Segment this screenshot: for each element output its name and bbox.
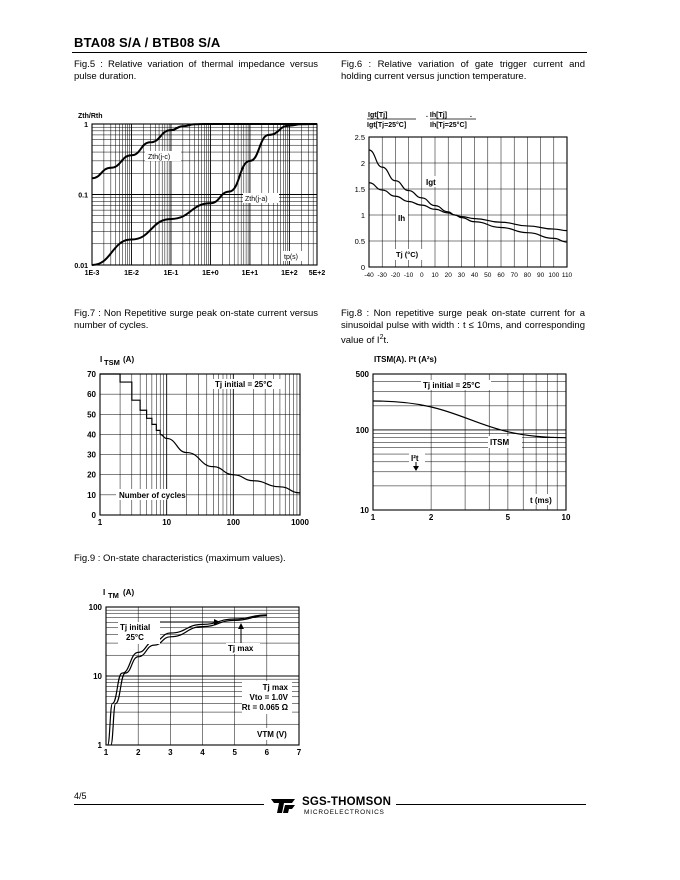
fig6-x-tick-label: -10	[403, 272, 414, 279]
fig5-x-tick-label: 1E-1	[163, 270, 179, 277]
fig9-x-tick-label: 2	[135, 748, 141, 757]
fig8-x-tick-label: 2	[428, 513, 434, 522]
fig6-x-tick-label: 20	[444, 272, 452, 279]
fig7-y-tick-label: 10	[87, 490, 96, 500]
fig6-caption: Fig.6 : Relative variation of gate trigger current and holding current versus junction temperature.	[341, 59, 585, 82]
fig7-y-axis-label-i: I	[100, 355, 103, 364]
fig9-annotation-rt: Rt = 0.065 Ω	[241, 703, 288, 712]
fig7-y-tick-label: 70	[87, 370, 96, 379]
fig9-x-axis-label: VTM (V)	[257, 730, 287, 739]
fig5-x-tick-label: 1E-3	[84, 270, 100, 277]
fig9-annotation-tj-initial: Tj initial	[120, 623, 151, 632]
brand-subtitle: MICROELECTRONICS	[304, 809, 385, 816]
fig8-series-label-i2t: I²t	[411, 454, 419, 463]
fig5-x-tick-label: 1E-2	[124, 270, 139, 277]
fig5-series-label-zth-jc: Zth(j-c)	[148, 154, 171, 161]
fig6-y-tick-label: 2	[360, 159, 365, 168]
fig8-x-tick-label: 5	[505, 513, 511, 522]
fig6-ylabel-dot: .	[470, 112, 472, 119]
fig6-y-tick-label: 1.5	[354, 185, 365, 194]
fig6-x-tick-label: 70	[510, 272, 518, 279]
fig6-x-tick-label: 50	[484, 272, 492, 279]
fig6-ylabel-ih-den: Ih[Tj=25°C]	[430, 122, 467, 129]
fig8-caption-superscript: 2	[379, 334, 384, 341]
fig6-x-tick-label: 10	[431, 272, 439, 279]
fig5-y-tick-label: 0.1	[78, 192, 88, 200]
fig7-y-tick-label: 40	[87, 430, 96, 440]
fig8-annotation: Tj initial = 25°C	[423, 381, 481, 390]
fig5-y-axis-label: Zth/Rth	[78, 113, 103, 120]
fig5-series-label-zth-ja: Zth(j-a)	[245, 196, 268, 203]
fig6-x-tick-label: 40	[470, 272, 479, 279]
fig5-caption: Fig.5 : Relative variation of thermal impedance versus pulse duration.	[74, 59, 318, 82]
fig7-y-tick-label: 50	[87, 410, 96, 420]
fig6-series-label-ih: Ih	[398, 214, 406, 223]
fig8-i2t-arrow-head	[413, 466, 419, 471]
fig6-ylabel-igt-num: Igt[Tj]	[368, 112, 388, 119]
fig6-ylabel-ih-num: . Ih[Tj]	[426, 112, 447, 119]
fig8-series-label-itsm: ITSM	[490, 438, 510, 447]
fig5-x-tick-label: 1E+0	[202, 270, 219, 277]
fig7-y-tick-label: 0	[91, 511, 96, 520]
fig6-x-axis-label: Tj (°C)	[396, 250, 419, 259]
fig9-annotation-vto: Vto = 1.0V	[249, 693, 288, 702]
fig9-y-tick-label: 10	[93, 672, 102, 681]
fig7-series-itsm-steps	[100, 374, 160, 434]
fig5-x-tick-label: 1E+2	[281, 270, 298, 277]
fig9-x-tick-label: 4	[200, 748, 205, 757]
fig6-x-tick-label: 110	[561, 272, 573, 279]
fig8-frame	[373, 374, 566, 510]
fig7-x-axis-label: Number of cycles	[119, 491, 186, 500]
fig8-y-axis-label: ITSM(A). I²t (A²s)	[374, 355, 437, 364]
fig9-annotation-tj-max-curve: Tj max	[228, 644, 254, 653]
fig9-x-tick-label: 5	[232, 748, 237, 757]
fig7-x-tick-label: 10	[162, 518, 172, 527]
fig9-annotation-tj-max: Tj max	[262, 683, 288, 692]
fig7-annotation: Tj initial = 25°C	[215, 380, 273, 389]
fig6-x-tick-label: 0	[419, 272, 424, 279]
fig5-y-tick-label: 1	[84, 122, 88, 129]
fig7-y-axis-label-unit: (A)	[123, 355, 135, 364]
fig7-x-tick-label: 100	[226, 518, 241, 527]
fig6-series-igt	[369, 150, 567, 242]
fig9-y-axis-label-i: I	[103, 588, 106, 597]
fig7-y-tick-label: 20	[87, 470, 96, 480]
fig6-x-tick-label: 80	[523, 272, 532, 279]
fig6-y-tick-label: 0	[360, 263, 365, 272]
fig9-y-tick-label: 1	[97, 741, 102, 750]
page-header-title: BTA08 S/A / BTB08 S/A	[74, 35, 221, 50]
fig9-x-tick-label: 6	[264, 748, 270, 757]
fig9-caption: Fig.9 : On-state characteristics (maximum values).	[74, 553, 286, 564]
fig9-x-tick-label: 3	[168, 748, 173, 757]
fig9-annotation-25c: 25°C	[126, 633, 144, 642]
footer-rule-left	[74, 804, 264, 805]
fig9-y-tick-label: 100	[88, 603, 102, 612]
fig6-ylabel-igt-den: Igt[Tj=25°C]	[367, 122, 407, 129]
fig8-x-tick-label: 10	[561, 513, 571, 522]
fig6-series-ih	[369, 183, 567, 231]
fig9-x-tick-label: 7	[296, 748, 302, 757]
fig6-x-tick-label: 100	[548, 272, 560, 279]
fig6-x-tick-label: 60	[497, 272, 505, 279]
fig8-x-axis-label: t (ms)	[530, 496, 552, 505]
fig7-y-tick-label: 30	[87, 450, 96, 460]
fig8-y-tick-label: 500	[355, 370, 369, 379]
fig8-caption-text: Fig.8 : Non repetitive surge peak on-state current for a sinusoidal pulse with width : t ≤ 10ms, and corresponding value of I	[341, 308, 585, 347]
fig6-x-tick-label: -20	[390, 272, 401, 279]
fig8-series-itsm	[373, 401, 566, 438]
fig6-y-tick-label: 2.5	[354, 133, 365, 142]
fig5-x-axis-label: tp(s)	[284, 254, 298, 261]
footer-rule-right	[396, 804, 586, 805]
fig7-x-tick-label: 1	[97, 518, 103, 527]
fig6-series-label-igt: Igt	[426, 178, 436, 187]
page-number: 4/5	[74, 791, 87, 801]
fig6-x-tick-label: 30	[457, 272, 466, 279]
fig5-x-tick-label: 5E+2	[308, 270, 326, 277]
fig5-y-tick-label: 0.01	[74, 263, 88, 270]
fig6-frame	[369, 137, 567, 267]
fig6-x-tick-label: -40	[364, 272, 374, 279]
fig6-x-tick-label: -30	[377, 272, 387, 279]
fig7-y-tick-label: 60	[87, 390, 96, 400]
fig7-x-tick-label: 1000	[291, 518, 309, 527]
fig6-x-tick-label: 90	[536, 272, 545, 279]
fig8-caption-tail: t.	[383, 335, 389, 347]
fig9-arrow-head	[238, 623, 244, 629]
fig7-caption: Fig.7 : Non Repetitive surge peak on-state current versus number of cycles.	[74, 308, 318, 331]
fig7-y-axis-label-sub: TSM	[104, 358, 120, 367]
fig9-y-axis-label-sub: TM	[108, 591, 119, 600]
fig6-y-tick-label: 1	[360, 211, 365, 220]
fig6-y-tick-label: 0.5	[354, 237, 365, 246]
fig8-y-tick-label: 10	[360, 506, 369, 515]
fig5-x-tick-label: 1E+1	[241, 270, 259, 277]
fig9-x-tick-label: 1	[103, 748, 109, 757]
fig8-y-tick-label: 100	[355, 425, 369, 435]
brand-name: SGS-THOMSON	[302, 796, 392, 808]
fig9-y-axis-label-unit: (A)	[123, 588, 135, 597]
st-logo-icon	[268, 795, 298, 817]
fig8-x-tick-label: 1	[370, 513, 376, 522]
